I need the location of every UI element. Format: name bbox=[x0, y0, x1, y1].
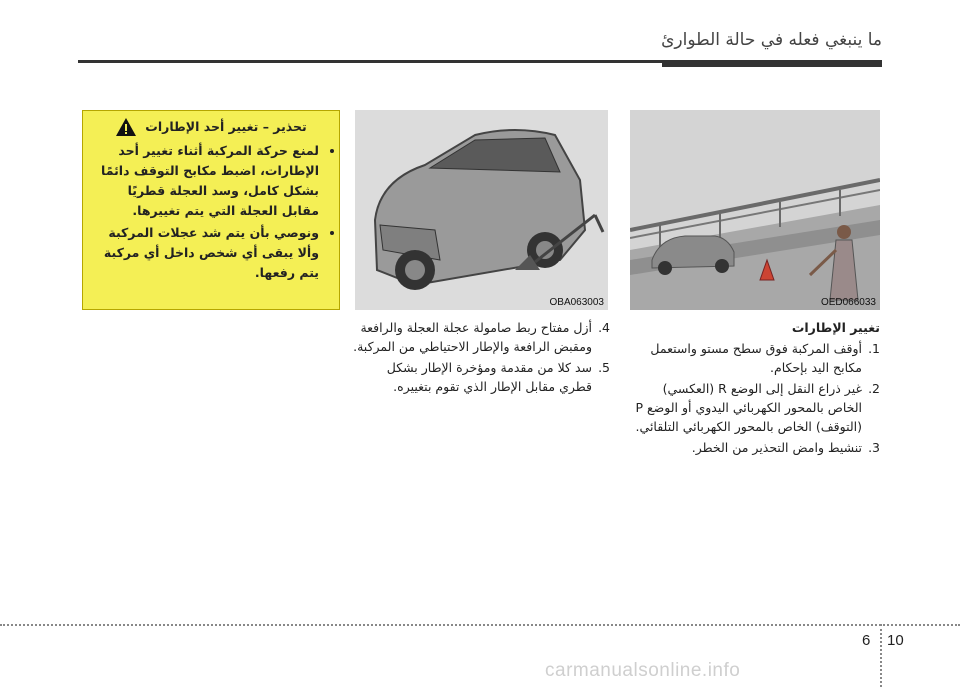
figure-code-road: OED066033 bbox=[820, 297, 876, 308]
page-number: 10 bbox=[887, 632, 904, 649]
car-jack-illustration bbox=[355, 110, 608, 310]
steps-list-1 bbox=[628, 339, 880, 457]
footer-divider bbox=[880, 624, 882, 687]
step-text: تنشيط وامض التحذير من الخطر. bbox=[691, 440, 862, 455]
step-text: سد كلا من مقدمة ومؤخرة الإطار بشكل قطري مقابل الإطار الذي تقوم بتغييره. bbox=[386, 360, 592, 394]
warning-triangle-icon bbox=[115, 117, 137, 137]
section-number: 6 bbox=[862, 632, 871, 649]
watermark: carmanualsonline.info bbox=[545, 660, 741, 681]
middle-column bbox=[352, 318, 610, 398]
step-item bbox=[628, 339, 880, 377]
warning-bullet: • لمنع حركة المركبة أثناء تغيير أحد الإطارات، اضبط مكابح التوقف دائمًا بشكل كامل، وسد العجلة قطريًا مقابل العجلة التي يتم تغييرها. bbox=[93, 141, 319, 221]
warning-title-row bbox=[93, 117, 329, 137]
header-rule bbox=[78, 60, 882, 63]
footer-rule bbox=[0, 624, 960, 626]
step-item bbox=[628, 379, 880, 436]
warning-title: تحذير – تغيير أحد الإطارات bbox=[145, 119, 307, 134]
step-number: 3. bbox=[868, 440, 880, 455]
step-item bbox=[352, 358, 610, 396]
roadside-illustration bbox=[630, 110, 880, 310]
warning-box bbox=[82, 110, 340, 310]
figure-code-car: OBA063003 bbox=[549, 297, 604, 308]
figure-roadside bbox=[630, 110, 880, 310]
step-item bbox=[628, 438, 880, 457]
steps-list-2 bbox=[352, 318, 610, 396]
step-number: 4. bbox=[598, 320, 610, 335]
step-text: أزل مفتاح ربط صامولة عجلة العجلة والرافعة ومقبض الرافعة والإطار الاحتياطي من المركبة. bbox=[353, 320, 592, 354]
warning-bullet: • ونوصي بأن يتم شد عجلات المركبة وألا يبقى أي شخص داخل أي مركبة يتم رفعها. bbox=[93, 223, 319, 283]
section-heading: تغيير الإطارات bbox=[791, 320, 880, 335]
figure-car-jack bbox=[355, 110, 608, 310]
step-item bbox=[352, 318, 610, 356]
step-number: 5. bbox=[598, 360, 610, 375]
step-text: أوقف المركبة فوق سطح مستو واستعمل مكابح اليد بإحكام. bbox=[650, 341, 862, 375]
header-title: ما ينبغي فعله في حالة الطوارئ bbox=[661, 30, 882, 50]
step-text: غير ذراع النقل إلى الوضع R (العكسي) الخاص بالمحور الكهربائي اليدوي أو الوضع P (التوقف) الخاص بالمحور الكهربائي التلقائي. bbox=[635, 381, 862, 434]
step-number: 2. bbox=[868, 381, 880, 396]
warning-list bbox=[93, 141, 329, 283]
step-number: 1. bbox=[868, 341, 880, 356]
right-column bbox=[628, 318, 880, 459]
